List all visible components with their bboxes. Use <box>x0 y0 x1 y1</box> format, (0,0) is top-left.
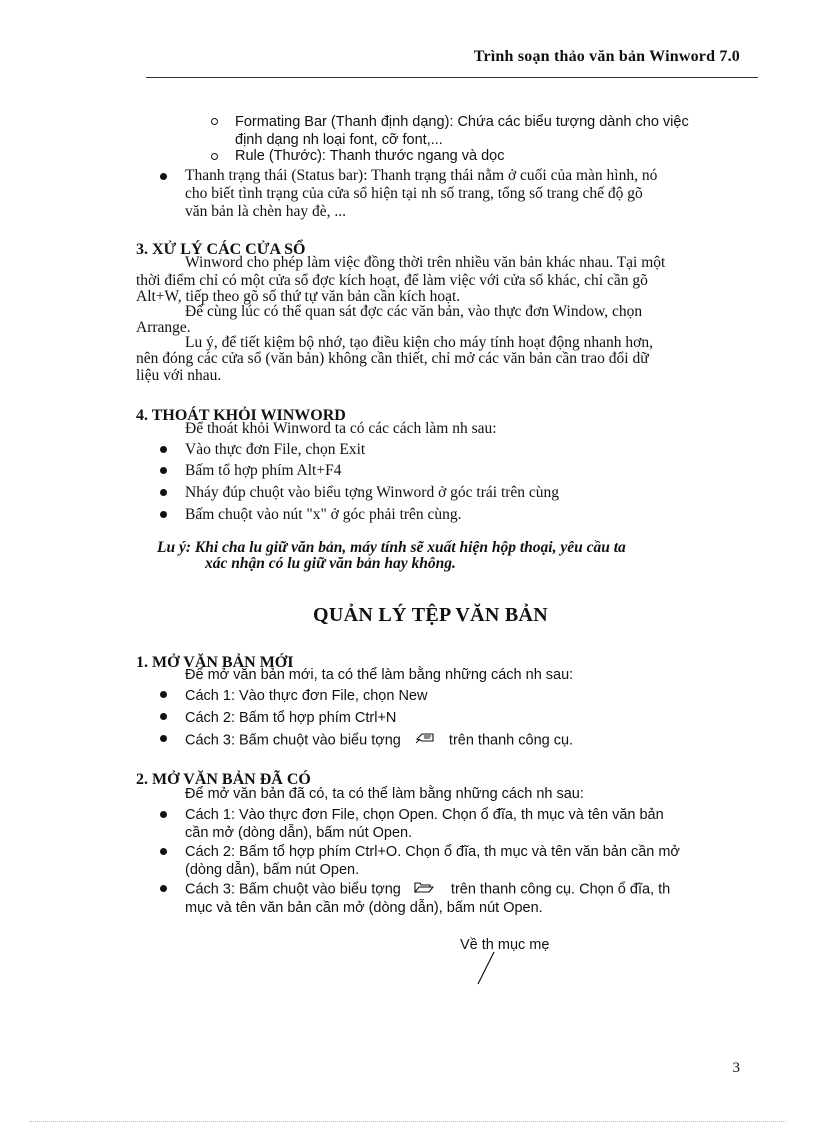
paragraph-line: liệu với nhau. <box>136 367 222 384</box>
list-item: Vào thực đơn File, chọn Exit <box>185 441 366 458</box>
paragraph-line: Winword cho phép làm việc đồng thời trên nhiều văn bản khác nhau. Tại một <box>185 254 666 271</box>
list-item <box>185 731 573 750</box>
list-item: Cách 2: Bấm tổ hợp phím Ctrl+N <box>185 710 397 726</box>
header-divider <box>146 77 758 78</box>
list-item-line: cần mở (dòng dẫn), bấm nút Open. <box>185 825 413 841</box>
circle-bullet-icon <box>211 153 218 160</box>
bullet-icon <box>160 848 167 855</box>
open-folder-icon <box>413 880 435 899</box>
list-item <box>185 880 670 917</box>
bullet-icon <box>160 713 167 720</box>
list-item: Bấm tổ hợp phím Alt+F4 <box>185 462 342 479</box>
list-item: Cách 1: Vào thực đơn File, chọn New <box>185 688 428 704</box>
section-intro: Để thoát khỏi Winword ta có các cách làm nh sau: <box>185 420 497 437</box>
section-intro: Để mở văn bản mới, ta có thể làm bằng những cách nh sau: <box>185 667 574 683</box>
list-item-line: Cách 2: Bấm tổ hợp phím Ctrl+O. Chọn ổ đĩa, th mục và tên văn bản cần mở <box>185 844 680 860</box>
bullet-icon <box>160 811 167 818</box>
bullet-icon <box>160 691 167 698</box>
list-item: Bấm chuột vào nút "x" ở góc phải trên cùng. <box>185 506 462 523</box>
paragraph-line: Lu ý, để tiết kiệm bộ nhớ, tạo điều kiện cho máy tính hoạt động nhanh hơn, <box>185 334 653 351</box>
callout-pointer <box>474 950 498 986</box>
bullet-icon <box>160 511 167 518</box>
list-item-text: Cách 3: Bấm chuột vào biểu tợng <box>185 732 401 749</box>
list-item-text: Cách 3: Bấm chuột vào biểu tợng <box>185 881 401 898</box>
note-line: Lu ý: Khi cha lu giữ văn bản, máy tính sẽ xuất hiện hộp thoại, yêu cầu ta <box>157 539 626 556</box>
bullet-icon <box>160 446 167 453</box>
page-number: 3 <box>732 1060 740 1076</box>
sub-item-line: Formating Bar (Thanh định dạng): Chứa các biểu tượng dành cho việc <box>235 114 689 130</box>
page-title: QUẢN LÝ TỆP VĂN BẢN <box>313 604 548 626</box>
new-document-icon <box>415 731 437 750</box>
paragraph-line: Để cùng lúc có thể quan sát đợc các văn bản, vào thực đơn Window, chọn <box>185 303 643 320</box>
list-item: Nháy đúp chuột vào biểu tợng Winword ở góc trái trên cùng <box>185 484 560 501</box>
bullet-icon <box>160 885 167 892</box>
bullet-icon <box>160 173 167 180</box>
section-heading-windows: 3. XỬ LÝ CÁC CỬA SỔ <box>136 241 306 258</box>
section-heading-open-existing: 2. MỞ VĂN BẢN ĐÃ CÓ <box>136 771 311 788</box>
paragraph-line: Arrange. <box>136 319 191 336</box>
section-intro: Để mở văn bản đã có, ta có thể làm bằng những cách nh sau: <box>185 786 584 802</box>
list-item-text: trên thanh công cụ. Chọn ổ đĩa, th <box>450 881 671 898</box>
paragraph-line: nên đóng các cửa sổ (văn bản) không cần thiết, chỉ mở các văn bản cần trao đổi dữ <box>136 350 649 367</box>
list-item-line: Cách 1: Vào thực đơn File, chọn Open. Chọn ổ đĩa, th mục và tên văn bản <box>185 807 664 823</box>
section-heading-open-new: 1. MỞ VĂN BẢN MỚI <box>136 654 294 671</box>
status-bar-paragraph <box>185 167 743 221</box>
page-bottom-edge <box>30 1121 786 1122</box>
sub-item-rule: Rule (Thước): Thanh thước ngang và dọc <box>235 148 505 164</box>
list-item-line: mục và tên văn bản cần mở (dòng dẫn), bấm nút Open. <box>185 900 543 916</box>
paragraph-line: văn bản là chèn hay đè, ... <box>185 203 346 220</box>
list-item <box>185 843 680 879</box>
sub-item-line: định dạng nh loại font, cỡ font,... <box>235 132 443 148</box>
running-header: Trình soạn thảo văn bản Winword 7.0 <box>473 48 740 65</box>
bullet-icon <box>160 489 167 496</box>
paragraph-line: thời điểm chỉ có một cửa sổ đợc kích hoạt, để làm việc với cửa sổ khác, chỉ cần gõ <box>136 272 648 289</box>
list-item-line <box>185 880 670 899</box>
paragraph-line: cho biết tình trạng của cửa sổ hiện tại nh số trang, tổng số trang chế độ gõ <box>185 185 643 202</box>
list-item-line: (dòng dẫn), bấm nút Open. <box>185 862 360 878</box>
note-line: xác nhận có lu giữ văn bản hay không. <box>205 555 456 572</box>
bullet-icon <box>160 467 167 474</box>
list-item-text: trên thanh công cụ. <box>448 732 574 749</box>
callout-label: Về th mục mẹ <box>460 937 550 953</box>
paragraph-line: Alt+W, tiếp theo gõ số thứ tự văn bản cần kích hoạt. <box>136 288 461 305</box>
bullet-icon <box>160 735 167 742</box>
section-heading-exit: 4. THOÁT KHỎI WINWORD <box>136 407 346 424</box>
list-item <box>185 806 664 842</box>
sub-item-formatting-bar <box>235 113 743 149</box>
paragraph-line: Thanh trạng thái (Status bar): Thanh trạng thái nằm ở cuối của màn hình, nó <box>185 167 658 184</box>
circle-bullet-icon <box>211 118 218 125</box>
